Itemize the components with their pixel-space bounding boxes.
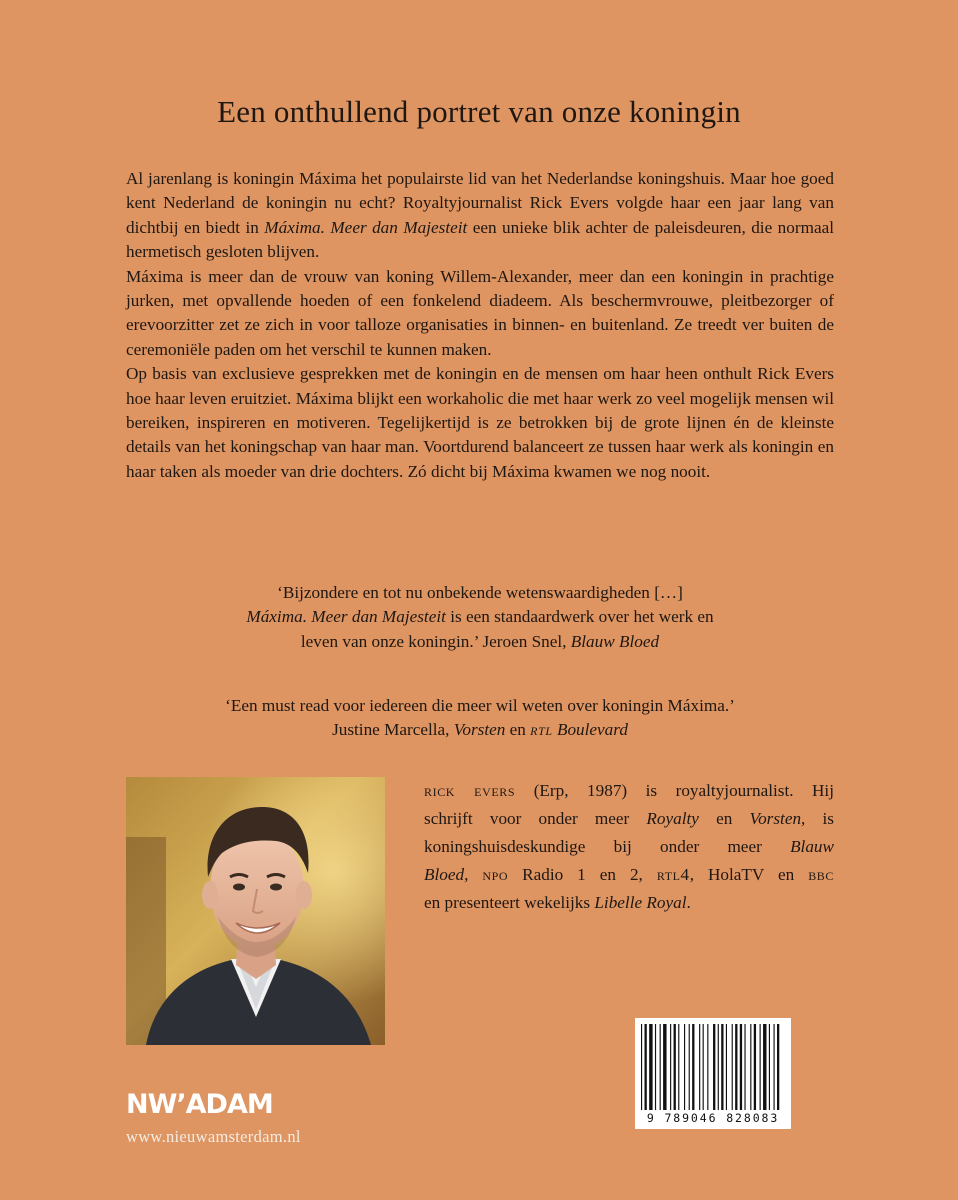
publisher-logo: NW’ADAM: [126, 1089, 273, 1120]
bio-l2-en: en: [698, 809, 750, 828]
quote1-author: Jeroen Snel,: [478, 631, 571, 651]
cover-headline: Een onthullend portret van onze koningin: [217, 94, 741, 129]
bio-line-2: [424, 805, 834, 833]
barcode-bar: [689, 1024, 690, 1110]
quote2-boulevard: Boulevard: [552, 720, 628, 740]
review-quote-2: [126, 694, 834, 743]
quote1-source: Blauw Bloed: [570, 631, 660, 651]
publisher-website: www.nieuwamsterdam.nl: [126, 1127, 301, 1146]
barcode-bar: [735, 1024, 737, 1110]
barcode-bar: [655, 1024, 656, 1110]
quote1-line-3: [126, 630, 834, 654]
bio-rtl4: rtl4: [656, 865, 690, 884]
barcode-bar: [649, 1024, 652, 1110]
bio-line-1: [424, 777, 834, 805]
quote1-book-title: Máxima. Meer dan Majesteit: [246, 607, 446, 627]
bio-line-3: [424, 833, 834, 861]
bio-line-5: [424, 889, 834, 917]
quote1-line-3-text: leven van onze koningin.’: [300, 631, 479, 651]
barcode-bar: [744, 1024, 745, 1110]
barcode-bar: [684, 1024, 685, 1110]
bio-l5-dot: .: [686, 893, 691, 912]
quote2-attribution: [126, 718, 834, 742]
blurb-paragraph-2: Máxima is meer dan de vrouw van koning Willem-Alexander, meer dan een koningin in prachtige jurken, met opvallende hoeden of een fonkelend diadeem. Als beschermvrouwe, pleitbezorger of erevoorzitter zet ze zich in voor talloze organisaties in binnen- en buitenland. Ze treedt ver buiten de ceremoniële paden om het verschil te kunnen maken.: [126, 266, 834, 359]
barcode-bar: [713, 1024, 715, 1110]
barcode-bar: [703, 1024, 704, 1110]
blurb-paragraph-1: [126, 167, 834, 265]
blurb-p1-b: een unieke blik achter de paleisdeuren, die normaal hermetisch gesloten blijven.: [126, 217, 834, 262]
bio-l5-a: en presenteert wekelijks: [424, 893, 595, 912]
bio-hola: , HolaTV en: [689, 865, 809, 884]
bio-l3-a: koningshuisdeskundige bij onder meer: [424, 837, 791, 856]
blurb-text: [126, 167, 834, 484]
barcode-bar: [645, 1024, 647, 1110]
bio-libelle: Libelle Royal: [594, 893, 687, 912]
bio-l2-a: schrijft voor onder meer: [424, 809, 647, 828]
barcode-bar: [726, 1024, 727, 1110]
bio-bbc: bbc: [808, 865, 835, 884]
quote2-and: en: [505, 720, 531, 740]
barcode-bar: [777, 1024, 779, 1110]
author-photo: [126, 777, 385, 1045]
quote2-line-1: ‘Een must read voor iedereen die meer wil weten over koningin Máxima.’: [225, 696, 735, 715]
barcode-bar: [674, 1024, 676, 1110]
bio-l1-rest: (Erp, 1987) is royaltyjournalist. Hij: [515, 781, 834, 800]
barcode-bar: [692, 1024, 694, 1110]
barcode-bar: [740, 1024, 742, 1110]
quote2-source-2: [530, 720, 628, 739]
barcode-bar: [718, 1024, 719, 1110]
author-name: rick evers: [424, 781, 516, 800]
bio-bloed: Bloed: [424, 865, 465, 884]
isbn-barcode: [635, 1018, 791, 1129]
blurb-p1-a: Al jarenlang is koningin Máxima het populairste lid van het Nederlandse koningshuis. Maar hoe goed kent Nederland de koningin nu echt? Royaltyjournalist Rick Evers volgde haar een jaar lang van dichtbij en biedt in: [126, 169, 834, 237]
quote2-author: Justine Marcella,: [332, 720, 454, 740]
barcode-bar: [750, 1024, 751, 1110]
quote1-line-2: [126, 605, 834, 629]
barcode-bar: [707, 1024, 708, 1110]
blurb-paragraph-3: Op basis van exclusieve gesprekken met de koningin en de mensen om haar heen onthult Rick Evers hoe haar leven eruitziet. Máxima blijkt een workaholic die met haar werk zo veel mogelijk mensen wil bereiken, inspireren en motiveren. Tegelijkertijd is ze betrokken bij de grote lijnen én de kleinste details van het koningschap van haar man. Voortdurend balanceert ze tussen haar werk als koningin en haar taken als moeder van drie dochters. Zó dicht bij Máxima kwamen we nog nooit.: [126, 364, 834, 481]
barcode-bar: [769, 1024, 770, 1110]
bio-radio: Radio 1 en 2,: [508, 865, 657, 884]
bio-royalty: Royalty: [646, 809, 699, 828]
barcode-bar: [670, 1024, 671, 1110]
barcode-bar: [774, 1024, 775, 1110]
bio-l2-end: , is: [801, 809, 834, 828]
bio-vorsten: Vorsten: [749, 809, 802, 828]
quote2-rtl: rtl: [530, 720, 553, 740]
bio-npo: npo: [482, 865, 509, 884]
barcode-bar: [732, 1024, 733, 1110]
barcode-bar: [760, 1024, 761, 1110]
author-bio: [424, 777, 834, 917]
review-quote-1: [126, 581, 834, 654]
book-title-inline: Máxima. Meer dan Majesteit: [264, 217, 468, 237]
quote1-line-2-rest: is een standaardwerk over het werk en: [445, 607, 714, 627]
barcode-bar: [763, 1024, 766, 1110]
barcode-bar: [663, 1024, 666, 1110]
barcode-bar: [678, 1024, 679, 1110]
barcode-bar: [721, 1024, 723, 1110]
bio-l4-comma: ,: [464, 865, 483, 884]
barcode-bar: [641, 1024, 642, 1110]
bio-blauw: Blauw: [790, 837, 834, 856]
quote1-line-1: ‘Bijzondere en tot nu onbekende wetenswaardigheden […]: [277, 583, 683, 602]
isbn-number: 9 789046 828083: [646, 1111, 780, 1125]
barcode-bar: [699, 1024, 700, 1110]
bio-line-4: [424, 861, 834, 889]
quote2-source-1: Vorsten: [453, 720, 506, 740]
barcode-bar: [754, 1024, 756, 1110]
barcode-bar: [660, 1024, 661, 1110]
